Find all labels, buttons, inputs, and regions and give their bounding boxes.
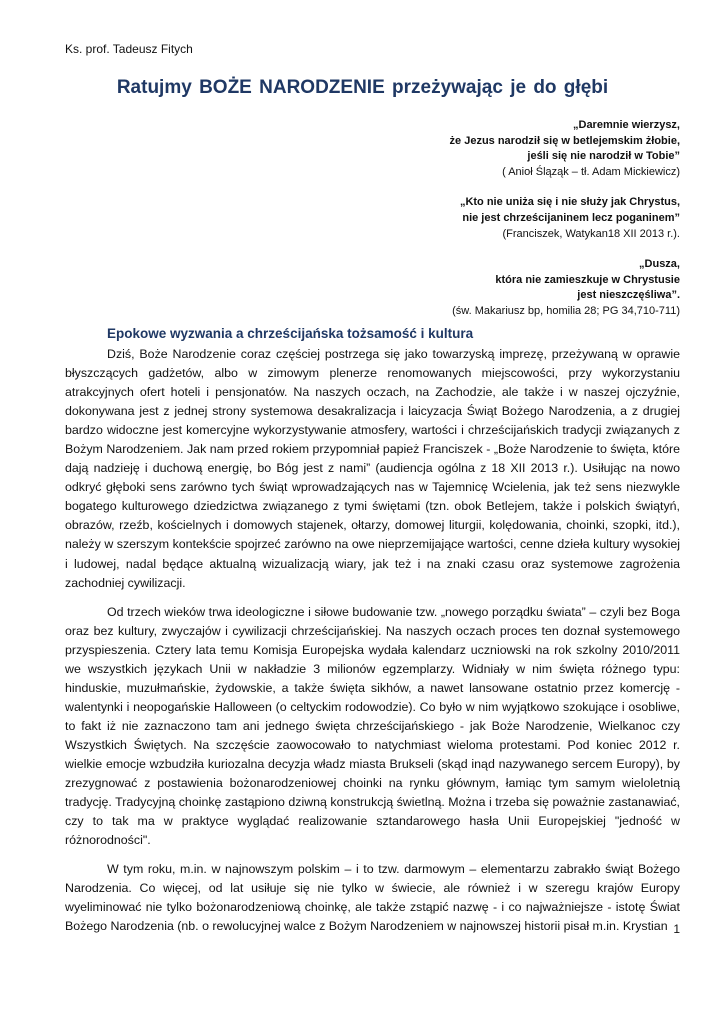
body-paragraph: W tym roku, m.in. w najnowszym polskim – i to tzw. darmowym – elementarzu zabrakło świąt Bożego Narodzenia. Co więcej, od lat usiłuje się nie tylko w świecie, ale również i w szeregu krajów Europy wyeliminować nie tylko bożonarodzeniową choinkę, ale także zstąpić nazwę - i co najważniejsze - istotę Świat Bożego Narodzenia (nb. o rewolucyjnej walce z Bożym Narodzeniem w najnowszej historii pisał m.in. Krystian bbox=[65, 862, 680, 934]
epigraph-quote bbox=[260, 118, 680, 180]
quote-line: jest nieszczęśliwa”. bbox=[577, 289, 680, 302]
page-number: 1 bbox=[673, 922, 680, 936]
quote-attribution: (Franciszek, Watykan18 XII 2013 r.). bbox=[502, 227, 680, 240]
body-paragraph: Dziś, Boże Narodzenie coraz częściej postrzega się jako towarzyską imprezę, przeżywaną w oprawie błyszczących gadżetów, albo w zimowym plenerze renomowanych miejscowości, przy wykorzystaniu atrakcyjnych ofert hoteli i pensjonatów. Na naszych oczach, na Zachodzie, ale także i w naszej ojczyźnie, dokonywana jest z jednej strony systemowa desakralizacja i laicyzacja Świąt Bożego Narodzenia, a z drugiej bardzo widoczne jest komercyjne wykorzystywanie atmosfery, wartości i chrześcijańskich tradycji związanych z Bożym Narodzeniem. Jak nam przed rokiem przypomniał papież Franciszek - „Boże Narodzenie to święta, które dają nadzieję i duchową energię, bo Bóg jest z nami” (audiencja ogólna z 18 XII 2013 r.). Usiłując na nowo odkryć głęboki sens zarówno tych świąt wprowadzających nas w Tajemnicę Wcielenia, jak też sens niezwykle bogatego kulturowego dziedzictwa związanego z tymi świętami (tzn. obok Betlejem, także i polskich świątyń, obrazów, rzeźb, kościelnych i domowych stajenek, ołtarzy, domowej liturgii, kolędowania, choinki, szopki, itd.), należy w szerszym kontekście spojrzeć zarówno na owe nieprzemijające wartości, cenne dzieła kultury wysokiej i ludowej, nadal będące aktualną wizualizacją wiary, jak też i na znaki czasu oraz systemowe zagrożenia zachodniej cywilizacji. bbox=[65, 347, 680, 590]
quote-line: „Dusza, bbox=[639, 258, 680, 271]
epigraph-block bbox=[260, 118, 680, 320]
quote-line: która nie zamieszkuje w Chrystusie bbox=[495, 273, 680, 286]
quote-line: jeśli się nie narodził w Tobie” bbox=[527, 150, 680, 163]
quote-attribution: ( Anioł Śląząk – tł. Adam Mickiewicz) bbox=[502, 165, 680, 178]
quote-line: nie jest chrześcijaninem lecz poganinem” bbox=[462, 211, 680, 224]
document-title: Ratujmy BOŻE NARODZENIE przeżywając je do głębi bbox=[116, 77, 609, 98]
epigraph-quote bbox=[260, 195, 680, 242]
section-heading: Epokowe wyzwania a chrześcijańska tożsamość i kultura bbox=[107, 326, 474, 341]
quote-attribution: (św. Makariusz bp, homilia 28; PG 34,710-711) bbox=[452, 304, 680, 317]
epigraph-quote bbox=[260, 257, 680, 319]
author-line: Ks. prof. Tadeusz Fitych bbox=[65, 42, 193, 56]
quote-line: „Daremnie wierzysz, bbox=[573, 119, 680, 131]
body-section bbox=[65, 326, 680, 936]
quote-line: że Jezus narodził się w betlejemskim żłobie, bbox=[449, 134, 680, 147]
quote-line: „Kto nie uniża się i nie służy jak Chrystus, bbox=[459, 196, 680, 209]
body-paragraph: Od trzech wieków trwa ideologiczne i siłowe budowanie tzw. „nowego porządku świata” – czyli bez Boga oraz bez kultury, zwyczajów i cywilizacji chrześcijańskiej. Na naszych oczach proces ten doznał systemowego przyspieszenia. Cztery lata temu Komisja Europejska wydała kalendarz uczniowski na rok szkolny 2010/2011 we wszystkich językach Unii w nakładzie 3 milionów egzemplarzy. Widniały w nim święta różnego typu: hinduskie, muzułmańskie, żydowskie, a także święta sikhów, a nawet lansowane ostatnio przez komercję - walentynki i neopogańskie Halloween (o celtyckim rodowodzie). Co było w nim wyjątkowo szokujące i osobliwe, to fakt iż nie zaznaczono tam ani jednego święta chrześcijańskiego - jak Boże Narodzenie, Wielkanoc czy Wszystkich Świętych. Na szczęście zaowocowało to natychmiast wieloma protestami. Pod koniec 2012 r. wielkie emocje wzbudziła kuriozalna decyzja władz miasta Brukseli (skąd inąd nazywanego sercem Europy), by zrezygnować z postawienia bożonarodzeniowej choinki na rynku głównym, łamiąc tym samym wieloletnią tradycję. Tradycyjną choinkę zastąpiono dziwną konstrukcją świetlną. Można i trzeba się poważnie zastanawiać, czy to tak ma w praktyce wyglądać realizowanie sztandarowego hasła Unii Europejskiej "jedność w różnorodności". bbox=[65, 604, 680, 848]
